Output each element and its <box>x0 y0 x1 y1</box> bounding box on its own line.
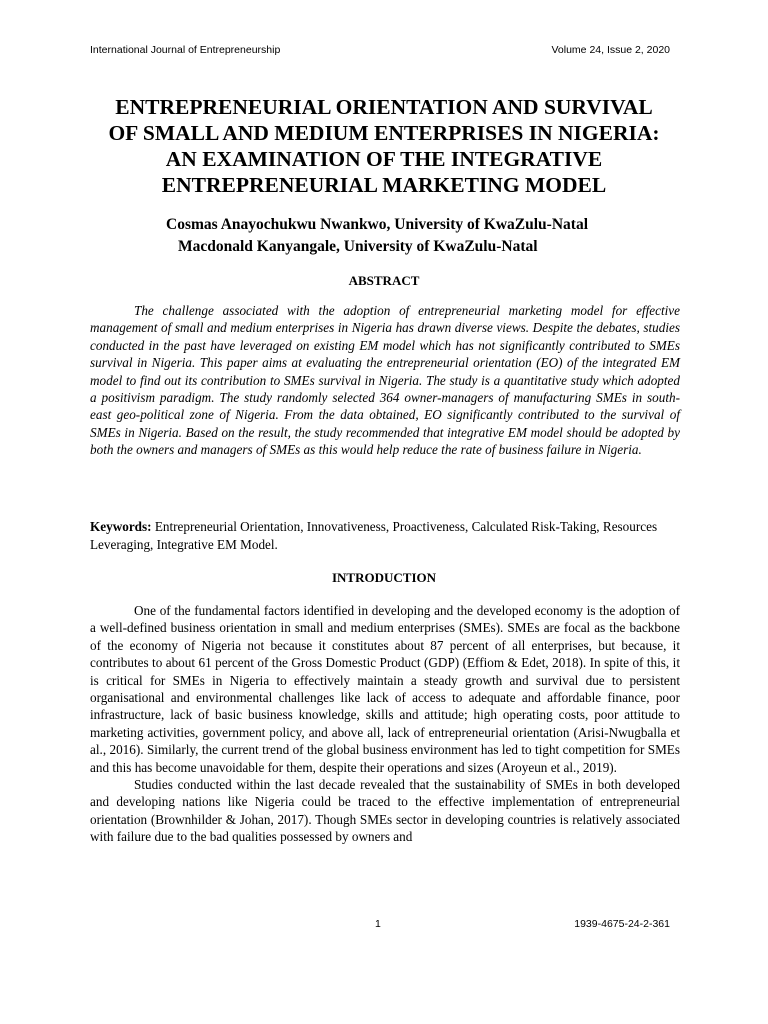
keywords-label: Keywords: <box>90 519 152 534</box>
body-paragraph: Studies conducted within the last decade revealed that the sustainability of SMEs in both developed and developing nations like Nigeria could be traced to the effective implementation of entrepreneurial orientation (Brownhilder & Johan, 2017). Though SMEs sector in developing countries is relatively associated with failure due to the bad qualities possessed by owners and <box>90 777 680 845</box>
paper-title <box>60 94 708 198</box>
author-line: Cosmas Anayochukwu Nwankwo, University of KwaZulu-Natal <box>166 216 589 233</box>
abstract-heading: ABSTRACT <box>348 273 420 288</box>
article-id: 1939-4675-24-2-361 <box>574 918 670 930</box>
title-line: OF SMALL AND MEDIUM ENTERPRISES IN NIGERIA: <box>108 121 660 145</box>
title-line: ENTREPRENEURIAL ORIENTATION AND SURVIVAL <box>115 95 653 119</box>
keywords <box>90 518 680 554</box>
title-line: AN EXAMINATION OF THE INTEGRATIVE <box>165 147 603 171</box>
body-paragraph: One of the fundamental factors identified in developing and the developed economy is the adoption of a well-defined business orientation in small and medium enterprises (SMEs). SMEs are focal as the backbone of the economy of Nigeria not because it constitutes about 87 percent of all enterprises, but because, it contributes to about 61 percent of the Gross Domestic Product (GDP) (Effiom & Edet, 2018). In spite of this, it is critical for SMEs in Nigeria to effectively maintain a steady growth and survival due to persistent organisational and environmental challenges like lack of access to adequate and affordable finance, poor infrastructure, lack of basic business knowledge, skills and attitude; high operating costs, poor attitude to marketing activities, government policy, and above all, lack of entrepreneurial orientation (Arisi-Nwugballa et al., 2016). Similarly, the current trend of the global business environment has led to tight competition for SMEs and this has become unavoidable for them, despite their operations and sizes (Aroyeun et al., 2019). <box>90 603 680 775</box>
volume-issue: Volume 24, Issue 2, 2020 <box>551 44 670 56</box>
author-line: Macdonald Kanyangale, University of KwaZulu-Natal <box>178 238 538 255</box>
author-list <box>140 214 660 258</box>
introduction-heading: INTRODUCTION <box>331 570 436 585</box>
abstract-text: The challenge associated with the adoption of entrepreneurial marketing model for effective management of small and medium enterprises in Nigeria has drawn diverse views. Despite the debates, studies conducted in the past have leveraged on existing EM model which has not significantly contributed to SMEs survival in Nigeria. This paper aims at evaluating the entrepreneurial orientation (EO) of the integrated EM model to find out its contribution to SMEs survival in Nigeria. The study is a quantitative study which adopted a positivism paradigm. The study randomly selected 364 owner-managers of manufacturing SMEs in south-east geo-political zone of Nigeria. From the data obtained, EO significantly contributed to the survival of SMEs in Nigeria. Based on the result, the study recommended that integrative EM model should be adopted by both the owners and managers of SMEs as this would help reduce the rate of business failure in Nigeria. <box>90 303 680 458</box>
title-line: ENTREPRENEURIAL MARKETING MODEL <box>161 173 607 197</box>
journal-name: International Journal of Entrepreneurship <box>90 44 281 56</box>
introduction-body <box>90 602 680 846</box>
keywords-text: Entrepreneurial Orientation, Innovativeness, Proactiveness, Calculated Risk-Taking, Resources Leveraging, Integrative EM Model. <box>90 519 658 552</box>
page-number: 1 <box>375 918 381 930</box>
